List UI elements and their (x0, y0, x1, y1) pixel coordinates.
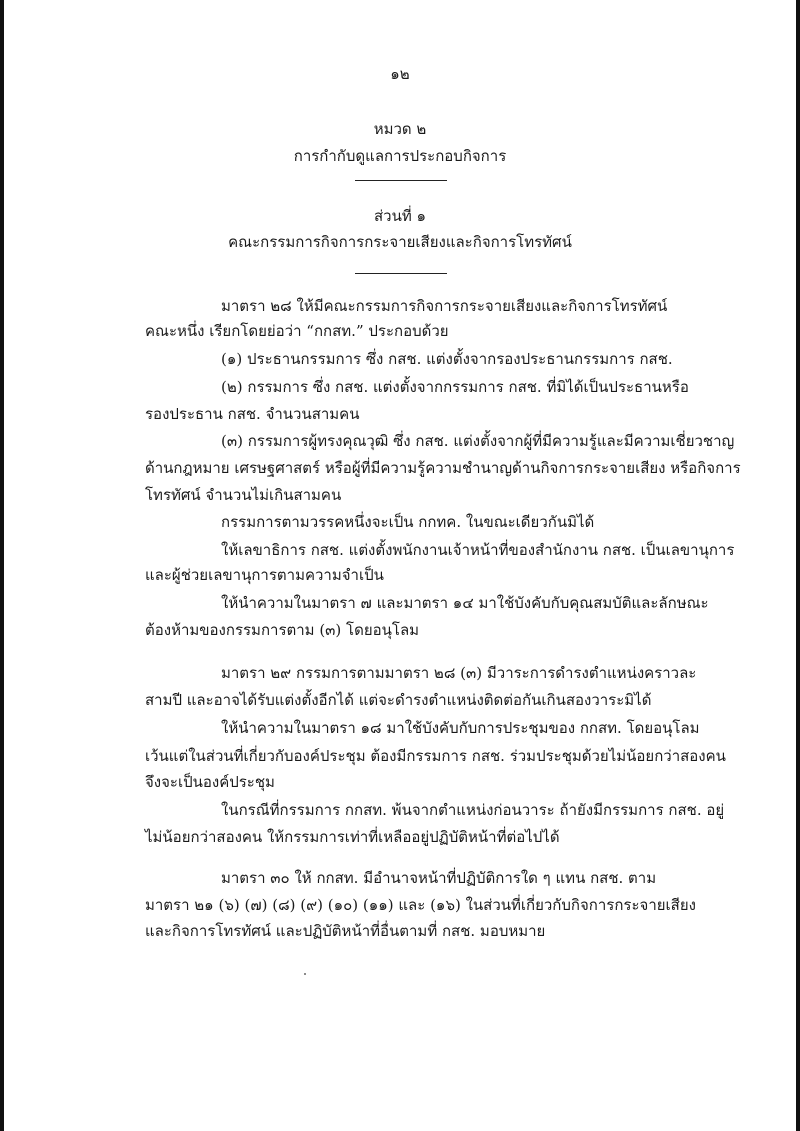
section-28-line-11: และผู้ช่วยเลขานุการตามความจำเป็น (145, 566, 384, 584)
section-28-line-4: (๒) กรรมการ ซึ่ง กสช. แต่งตั้งจากกรรมการ กสช. ที่มิได้เป็นประธานหรือ (221, 378, 689, 396)
section-29-line-6: ในกรณีที่กรรมการ กกสท. พ้นจากตำแหน่งก่อนวาระ ถ้ายังมีกรรมการ กสช. อยู่ (221, 801, 725, 819)
scan-speck (304, 973, 306, 975)
section-30-line-3: และกิจการโทรทัศน์ และปฏิบัติหน้าที่อื่นตามที่ กสช. มอบหมาย (145, 922, 546, 940)
section-28-line-3: (๑) ประธานกรรมการ ซึ่ง กสช. แต่งตั้งจากรองประธานกรรมการ กสช. (221, 350, 673, 368)
section-28-line-7: ด้านกฎหมาย เศรษฐศาสตร์ หรือผู้ที่มีความรู้ความชำนาญด้านกิจการกระจายเสียง หรือกิจการ (145, 459, 741, 477)
section-30-line-2: มาตรา ๒๑ (๖) (๗) (๘) (๙) (๑๐) (๑๑) และ (๑๖) ในส่วนที่เกี่ยวกับกิจการกระจายเสียง (145, 896, 696, 914)
section-30-line-1: มาตรา ๓๐ ให้ กกสท. มีอำนาจหน้าที่ปฏิบัติการใด ๆ แทน กสช. ตาม (221, 869, 657, 887)
part-title: คณะกรรมการกิจการกระจายเสียงและกิจการโทรทัศน์ (228, 233, 572, 251)
section-29-line-5: จึงจะเป็นองค์ประชุม (145, 773, 275, 791)
section-29-line-4: เว้นแต่ในส่วนที่เกี่ยวกับองค์ประชุม ต้องมีกรรมการ กสช. ร่วมประชุมด้วยไม่น้อยกว่าสองคน (145, 747, 726, 765)
section-28-line-13: ต้องห้ามของกรรมการตาม (๓) โดยอนุโลม (145, 621, 420, 639)
section-29-line-2: สามปี และอาจได้รับแต่งตั้งอีกได้ แต่จะดำรงตำแหน่งติดต่อกันเกินสองวาระมิได้ (145, 691, 652, 709)
page-number: ๑๒ (390, 65, 410, 83)
section-29-line-1: มาตรา ๒๙ กรรมการตามมาตรา ๒๘ (๓) มีวาระการดำรงตำแหน่งคราวละ (221, 664, 697, 682)
part-label: ส่วนที่ ๑ (373, 207, 426, 225)
section-28-line-8: โทรทัศน์ จำนวนไม่เกินสามคน (145, 486, 342, 504)
section-29-line-7: ไม่น้อยกว่าสองคน ให้กรรมการเท่าที่เหลืออยู่ปฏิบัติหน้าที่ต่อไปได้ (145, 828, 560, 846)
chapter-divider (355, 180, 447, 181)
section-28-line-5: รองประธาน กสช. จำนวนสามคน (145, 405, 360, 423)
part-divider (355, 273, 447, 274)
section-29-line-3: ให้นำความในมาตรา ๑๘ มาใช้บังคับกับการประชุมของ กกสท. โดยอนุโลม (221, 719, 700, 737)
section-28-line-2: คณะหนึ่ง เรียกโดยย่อว่า “กกสท.” ประกอบด้วย (145, 322, 449, 340)
chapter-title: การกำกับดูแลการประกอบกิจการ (293, 147, 507, 165)
section-28-line-1: มาตรา ๒๘ ให้มีคณะกรรมการกิจการกระจายเสียงและกิจการโทรทัศน์ (221, 297, 668, 315)
section-28-line-6: (๓) กรรมการผู้ทรงคุณวุฒิ ซึ่ง กสช. แต่งตั้งจากผู้ที่มีความรู้และมีความเชี่ยวชาญ (221, 432, 735, 450)
chapter-label: หมวด ๒ (373, 120, 427, 138)
section-28-line-12: ให้นำความในมาตรา ๗ และมาตรา ๑๔ มาใช้บังคับกับคุณสมบัติและลักษณะ (221, 594, 709, 612)
section-28-line-10: ให้เลขาธิการ กสช. แต่งตั้งพนักงานเจ้าหน้าที่ของสำนักงาน กสช. เป็นเลขานุการ (221, 541, 735, 559)
section-28-line-9: กรรมการตามวรรคหนึ่งจะเป็น กกทค. ในขณะเดียวกันมิได้ (221, 513, 595, 531)
